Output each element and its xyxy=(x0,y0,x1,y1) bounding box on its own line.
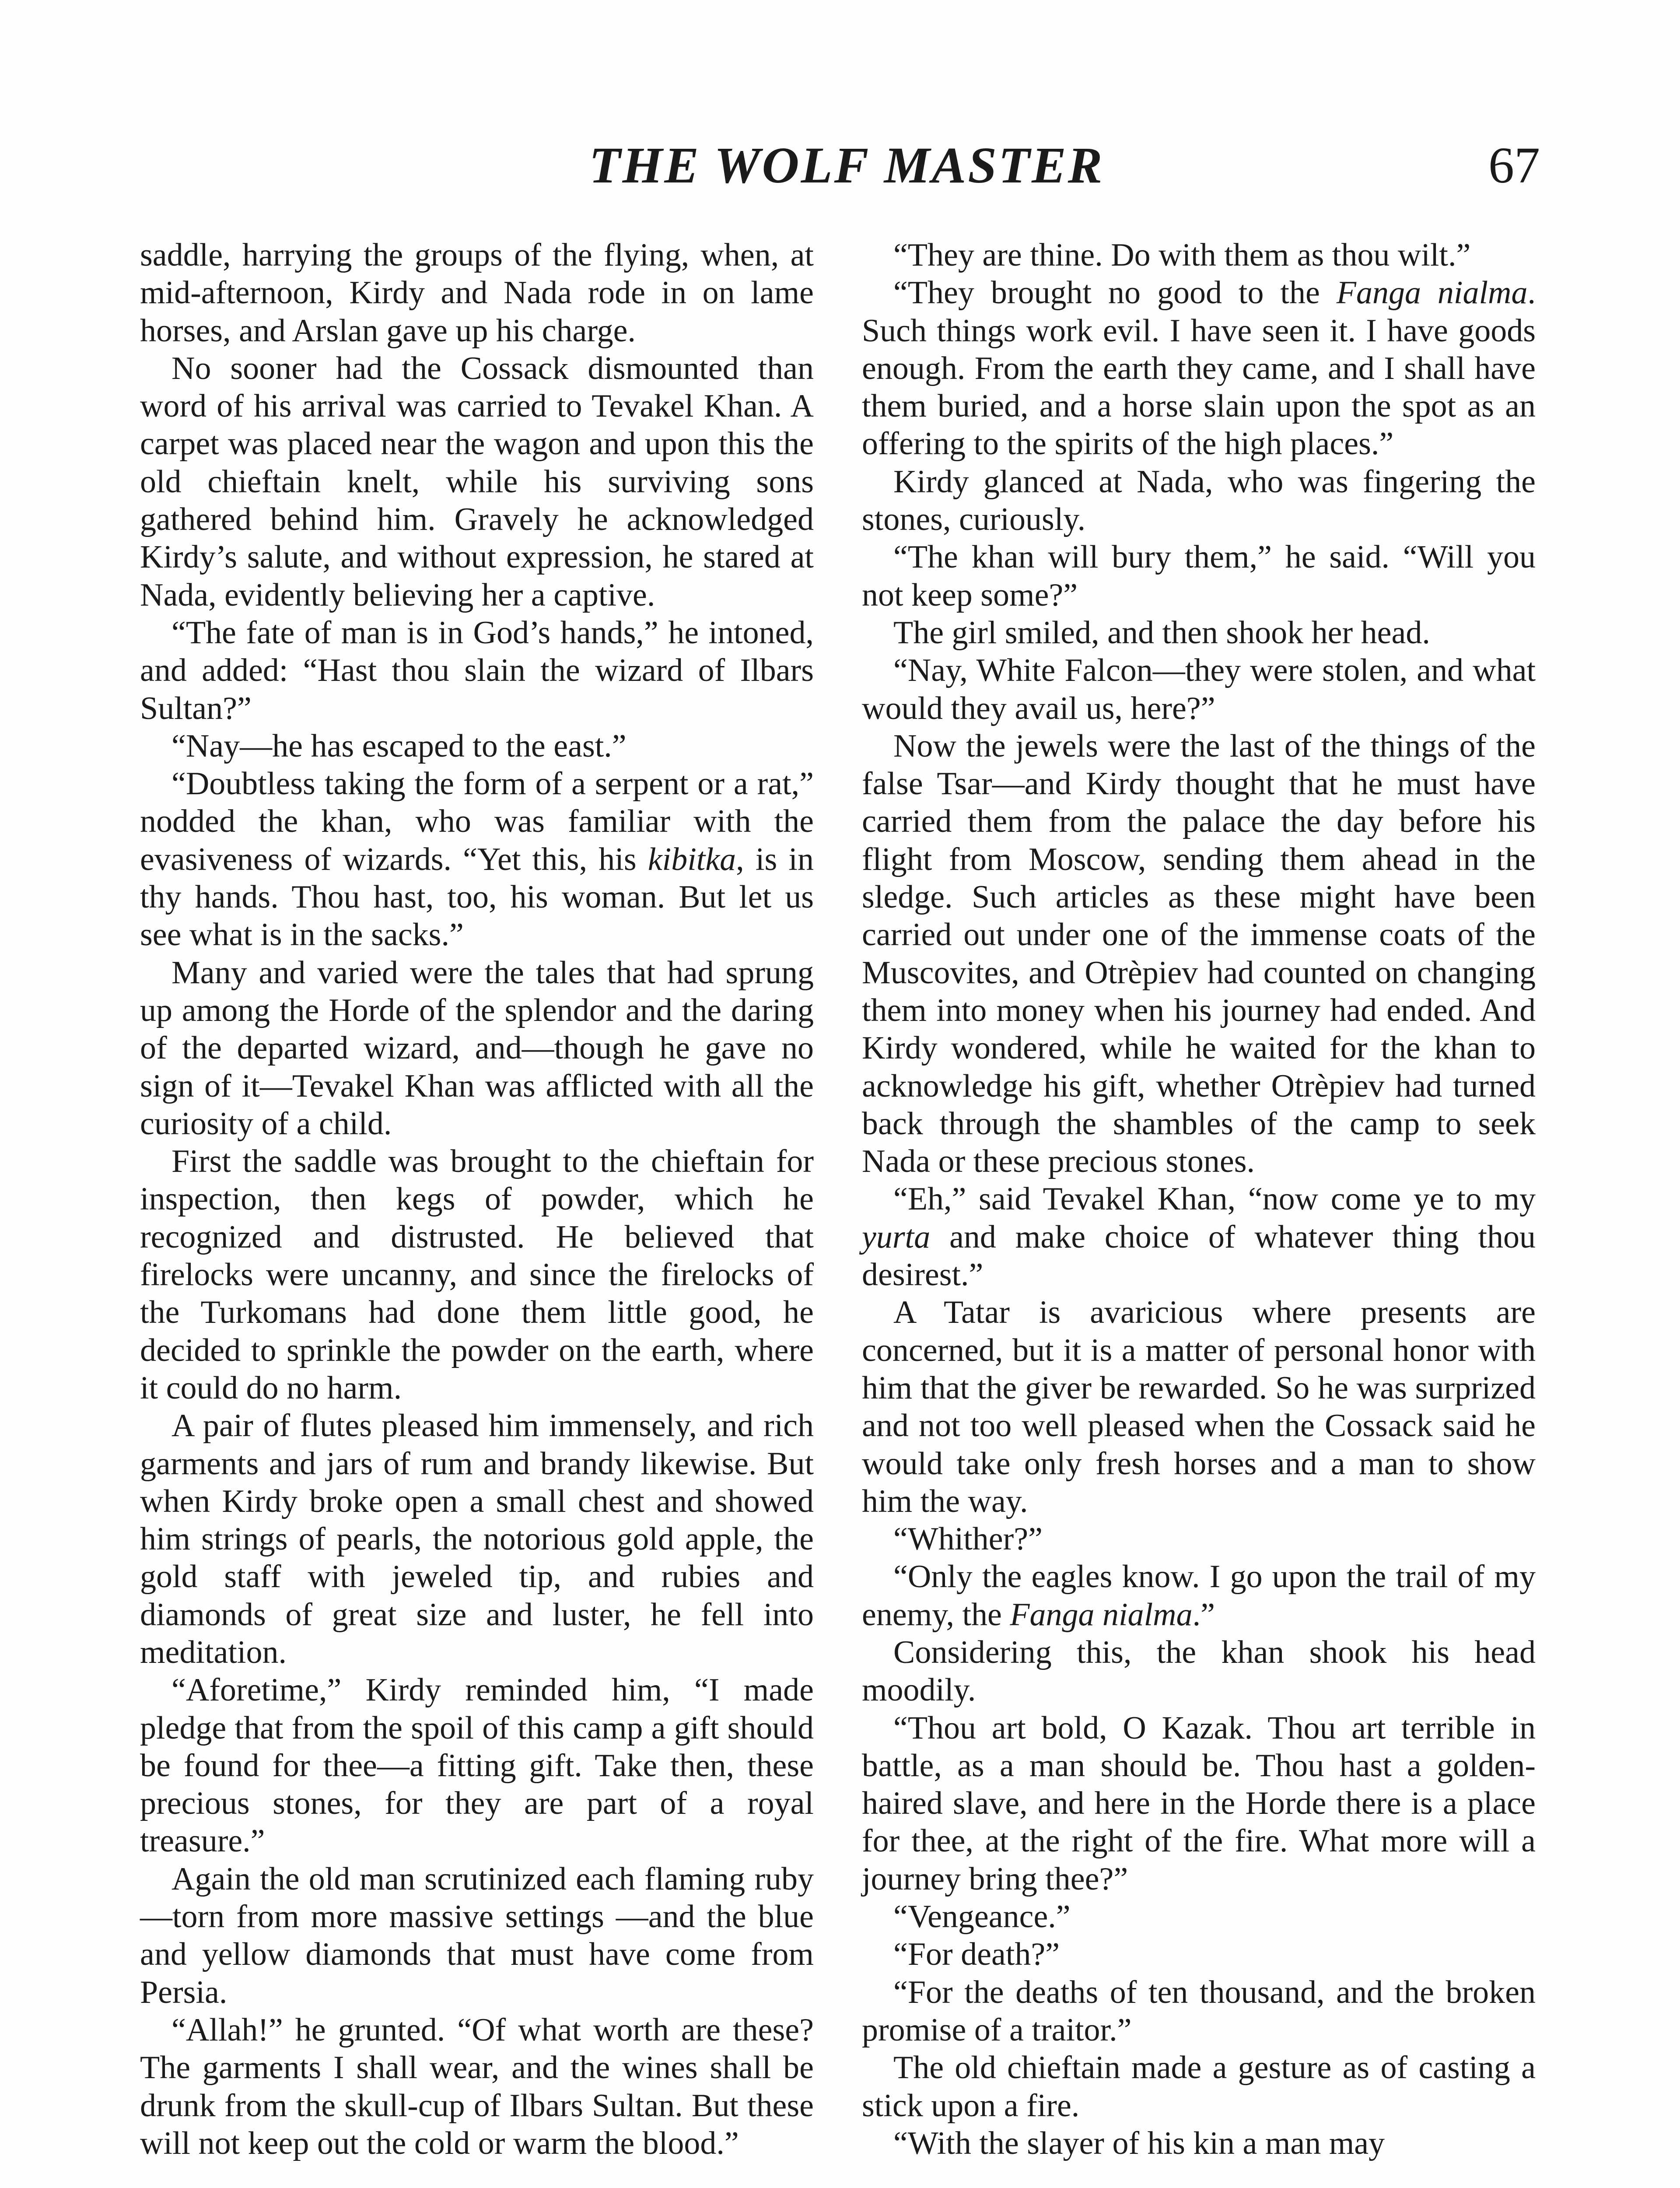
page-header xyxy=(0,136,1680,201)
text-run: Again the old man scrutinized each flaming ruby—torn from more massive settings —and the blue and yellow diamonds that must have come from Persia. xyxy=(140,1861,814,2010)
paragraph xyxy=(140,1143,814,1407)
text-run: “Whither?” xyxy=(893,1521,1043,1557)
text-run: .” xyxy=(1192,1596,1215,1633)
paragraph xyxy=(140,614,814,727)
text-run: “They are thine. Do with them as thou wilt.” xyxy=(893,237,1471,273)
text-run: “Nay, White Falcon—they were stolen, and what would they avail us, here?” xyxy=(862,652,1536,726)
text-run: Now the jewels were the last of the things of the false Tsar—and Kirdy thought that he must have carried them from the palace the day before his flight from Moscow, sending them ahead in the sledge. Such articles as these might have been carried out under one of the immense coats of the Muscovites, and Otrèpiev had counted on changing them into money when his journey had ended. And Kirdy wondered, while he waited for the khan to acknowledge his gift, whether Otrèpiev had turned back through the shambles of the camp to seek Nada or these precious stones. xyxy=(862,728,1536,1180)
text-run: saddle, harrying the groups of the flying, when, at mid-afternoon, Kirdy and Nada rode in on lame horses, and Arslan gave up his charge. xyxy=(140,237,814,349)
paragraph xyxy=(862,1936,1536,1973)
text-run: . Such things work evil. I have seen it. I have goods enough. From the earth they came, and I shall have them buried, and a horse slain upon the spot as an offering to the spirits of the high places.” xyxy=(862,275,1536,462)
paragraph xyxy=(862,2125,1536,2162)
left-text-column xyxy=(140,236,814,2162)
text-run: “The fate of man is in God’s hands,” he intoned, and added: “Hast thou slain the wizard of Ilbars Sultan?” xyxy=(140,614,814,726)
paragraph xyxy=(140,1860,814,2011)
italic-text: Fanga nialma xyxy=(1336,275,1528,311)
text-run: “Nay—he has escaped to the east.” xyxy=(172,728,626,764)
paragraph xyxy=(140,1407,814,1671)
text-run: “Vengeance.” xyxy=(893,1899,1071,1935)
text-run: “Eh,” said Tevakel Khan, “now come ye to my xyxy=(893,1181,1536,1217)
paragraph xyxy=(862,538,1536,614)
paragraph xyxy=(140,765,814,954)
paragraph xyxy=(862,2049,1536,2125)
running-title: THE WOLF MASTER xyxy=(589,137,1104,194)
text-run: First the saddle was brought to the chieftain for inspection, then kegs of powder, which he recognized and distrusted. He believed that firelocks were uncanny, and since the firelocks of the Turkomans had done them little good, he decided to sprinkle the powder on the earth, where it could do no harm. xyxy=(140,1143,814,1406)
text-run: Considering this, the khan shook his head moodily. xyxy=(862,1634,1536,1708)
text-run: , is in thy hands. Thou hast, too, his woman. But let us see what is in the sacks.” xyxy=(140,841,814,953)
paragraph xyxy=(862,463,1536,539)
text-run: “With the slayer of his kin a man may xyxy=(893,2125,1385,2161)
italic-text: yurta xyxy=(862,1219,931,1255)
text-run: “They brought no good to the xyxy=(893,275,1337,311)
paragraph xyxy=(862,1294,1536,1520)
italic-text: kibitka xyxy=(648,841,736,877)
text-run: A Tatar is avaricious where presents are concerned, but it is a matter of personal honor with him that the giver be rewarded. So he was surprized and not too well pleased when the Cossack said he would take only fresh horses and a man to show him the way. xyxy=(862,1294,1536,1519)
paragraph xyxy=(862,236,1536,274)
paragraph xyxy=(862,1709,1536,1898)
text-run: Many and varied were the tales that had sprung up among the Horde of the splendor and the daring of the departed wizard, and—though he gave no sign of it—Tevakel Khan was afflicted with all the curiosity of a child. xyxy=(140,954,814,1142)
paragraph xyxy=(140,350,814,614)
text-run: A pair of flutes pleased him immensely, and rich garments and jars of rum and brandy likewise. But when Kirdy broke open a small chest and showed him strings of pearls, the notorious gold apple, the gold staff with jeweled tip, and rubies and diamonds of great size and luster, he fell into meditation. xyxy=(140,1408,814,1670)
italic-text: Fanga nialma xyxy=(1010,1596,1193,1633)
text-run: “Only the eagles know. I go upon the trail of my enemy, the xyxy=(862,1559,1536,1633)
paragraph xyxy=(140,2011,814,2162)
text-run: “For the deaths of ten thousand, and the broken promise of a traitor.” xyxy=(862,1974,1536,2048)
paragraph xyxy=(140,727,814,765)
paragraph xyxy=(862,1520,1536,1558)
paragraph xyxy=(862,274,1536,463)
paragraph xyxy=(862,1634,1536,1709)
text-run: “Doubtless taking the form of a serpent or a rat,” nodded the khan, who was familiar with the evasiveness of wizards. “Yet this, his xyxy=(140,766,814,877)
paragraph xyxy=(862,727,1536,1181)
paragraph xyxy=(140,236,814,350)
paragraph xyxy=(862,614,1536,652)
paragraph xyxy=(862,652,1536,727)
paragraph xyxy=(862,1180,1536,1294)
paragraph xyxy=(862,1898,1536,1936)
text-run: “For death?” xyxy=(893,1936,1060,1973)
paragraph xyxy=(140,1671,814,1860)
text-run: “The khan will bury them,” he said. “Will you not keep some?” xyxy=(862,539,1536,613)
text-run: “Thou art bold, O Kazak. Thou art terrible in battle, as a man should be. Thou hast a golden-haired slave, and here in the Horde there is a place for thee, at the right of the fire. What more will a journey bring thee?” xyxy=(862,1710,1536,1897)
text-run: No sooner had the Cossack dismounted than word of his arrival was carried to Tevakel Khan. A carpet was placed near the wagon and upon this the old chieftain knelt, while his surviving sons gathered behind him. Gravely he acknowledged Kirdy’s salute, and without expression, he stared at Nada, evidently believing her a captive. xyxy=(140,350,814,613)
text-run: “Aforetime,” Kirdy reminded him, “I made pledge that from the spoil of this camp a gift should be found for thee—a fitting gift. Take then, these precious stones, for they are part of a royal treasure.” xyxy=(140,1672,814,1859)
text-run: Kirdy glanced at Nada, who was fingering the stones, curiously. xyxy=(862,463,1536,538)
text-run: “Allah!” he grunted. “Of what worth are these? The garments I shall wear, and the wines shall be drunk from the skull-cup of Ilbars Sultan. But these will not keep out the cold or warm the blood.” xyxy=(140,2012,814,2161)
text-run: The old chieftain made a gesture as of casting a stick upon a fire. xyxy=(862,2050,1536,2124)
text-run: and make choice of whatever thing thou desirest.” xyxy=(862,1219,1536,1293)
paragraph xyxy=(862,1974,1536,2049)
paragraph xyxy=(862,1558,1536,1634)
paragraph xyxy=(140,954,814,1143)
page-number: 67 xyxy=(1488,137,1540,194)
right-text-column xyxy=(862,236,1536,2162)
text-run: The girl smiled, and then shook her head. xyxy=(893,614,1430,651)
